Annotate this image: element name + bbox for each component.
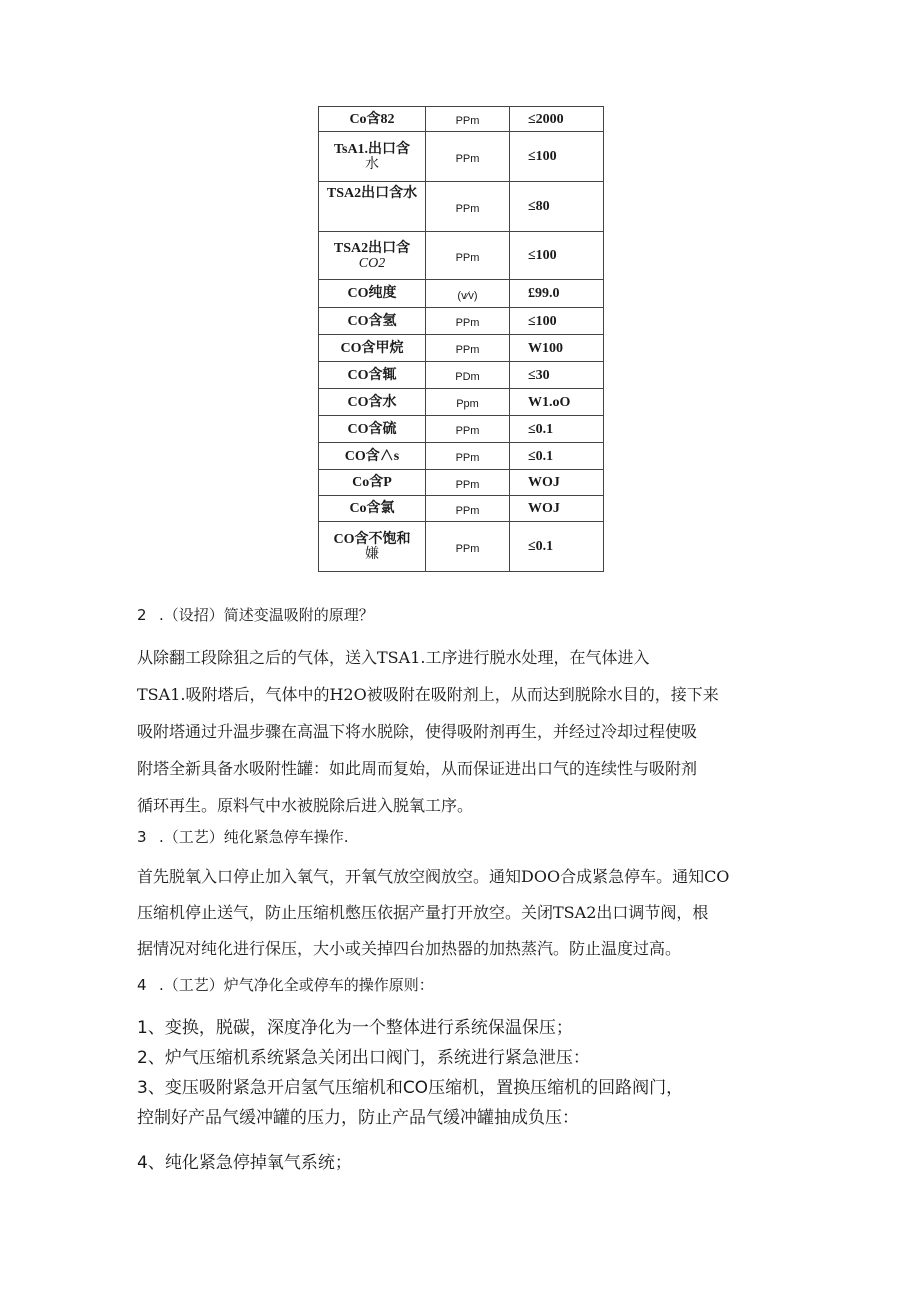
limit-cell: ≤0.1 xyxy=(510,416,604,443)
q2-answer-line: 循环再生。原料气中水被脱除后进入脱氧工序。 xyxy=(137,796,474,815)
q3-answer-line: 据情况对纯化进行保压，大小或关掉四台加热器的加热蒸汽。防止温度过高。 xyxy=(137,939,682,958)
unit-cell: PPm xyxy=(426,107,510,132)
item-cell xyxy=(319,132,426,182)
q3-heading xyxy=(137,825,349,849)
item-line-cont: 嫌 xyxy=(365,546,379,562)
q4-heading xyxy=(137,973,434,997)
limit-cell: ≤100 xyxy=(510,308,604,335)
item-line-cont: CO2 xyxy=(358,255,386,271)
table-row xyxy=(319,416,604,443)
item-cell: CO含水 xyxy=(319,389,426,416)
q3-answer-line: 压缩机停止送气，防止压缩机憋压依据产量打开放空。关闭TSA2出口调节阀，根 xyxy=(137,903,709,922)
q4-list-item xyxy=(137,1073,683,1133)
item-cell: Co含氯 xyxy=(319,496,426,522)
unit-cell: PPm xyxy=(426,182,510,232)
q2-answer-line: 吸附塔通过升温步骤在高温下将水脱除，使得吸附剂再生，并经过冷却过程使吸 xyxy=(137,722,698,741)
unit-cell: PPm xyxy=(426,416,510,443)
item-line: TsA1.出口含 xyxy=(333,141,411,157)
table-row xyxy=(319,470,604,496)
item-cell xyxy=(319,522,426,572)
table-row xyxy=(319,182,604,232)
unit-cell: PPm xyxy=(426,496,510,522)
unit-cell: PPm xyxy=(426,522,510,572)
limit-cell: ≤100 xyxy=(510,132,604,182)
item-cell xyxy=(319,232,426,280)
table-row xyxy=(319,107,604,132)
unit-cell: PPm xyxy=(426,443,510,470)
q2-number: 2 xyxy=(137,606,147,624)
limit-cell: W100 xyxy=(510,335,604,362)
q4-list-item: 1、变换，脱碳，深度净化为一个整体进行系统保温保压； xyxy=(137,1018,573,1038)
q2-title: .（设招）简述变温吸附的原理？ xyxy=(159,606,374,624)
q4-list-item-line: 3、变压吸附紧急开启氢气压缩机和CO压缩机，置换压缩机的回路阀门， xyxy=(137,1078,684,1098)
unit-cell: PPm xyxy=(426,232,510,280)
limit-cell: ≤30 xyxy=(510,362,604,389)
item-cell: CO含氢 xyxy=(319,308,426,335)
item-cell: Co含82 xyxy=(319,107,426,132)
spec-table xyxy=(318,106,604,572)
table-row xyxy=(319,335,604,362)
unit-cell: PPm xyxy=(426,335,510,362)
limit-cell: ≤2000 xyxy=(510,107,604,132)
limit-cell: ≤0.1 xyxy=(510,522,604,572)
item-cell: CO含硫 xyxy=(319,416,426,443)
q4-number: 4 xyxy=(137,976,147,994)
unit-cell: Ppm xyxy=(426,389,510,416)
table-row xyxy=(319,232,604,280)
limit-cell: ≤80 xyxy=(510,182,604,232)
limit-cell: £99.0 xyxy=(510,280,604,308)
q3-title: .（工艺）纯化紧急停车操作. xyxy=(159,828,349,846)
item-cell: CO含甲烷 xyxy=(319,335,426,362)
item-cell: CO含辄 xyxy=(319,362,426,389)
limit-cell: ≤100 xyxy=(510,232,604,280)
table-row xyxy=(319,496,604,522)
q4-list-item: 2、炉气压缩机系统紧急关闭出口阀门，系统进行紧急泄压： xyxy=(137,1048,590,1068)
q2-answer-line: TSA1.吸附塔后，气体中的H2O被吸附在吸附剂上，从而达到脱除水目的，接下来 xyxy=(137,685,719,704)
unit-cell: (v∕v) xyxy=(426,280,510,308)
q2-heading xyxy=(137,603,374,627)
item-line-cont: 水 xyxy=(365,156,379,172)
q4-list-item-line-cont: 控制好产品气缓冲罐的压力，防止产品气缓冲罐抽成负压： xyxy=(137,1108,579,1128)
table-row xyxy=(319,362,604,389)
item-line: TSA2出口含 xyxy=(333,240,411,256)
table-row xyxy=(319,389,604,416)
item-cell: TSA2出口含水 xyxy=(319,182,426,232)
table-row xyxy=(319,132,604,182)
q2-answer-line: 附塔全新具备水吸附性罐：如此周而复始，从而保证进出口气的连续性与吸附剂 xyxy=(137,759,698,778)
q3-number: 3 xyxy=(137,828,147,846)
item-cell: CO纯度 xyxy=(319,280,426,308)
limit-cell: ≤0.1 xyxy=(510,443,604,470)
unit-cell: PPm xyxy=(426,132,510,182)
q4-list-item: 4、纯化紧急停掉氧气系统； xyxy=(137,1153,352,1173)
limit-cell: WOJ xyxy=(510,470,604,496)
item-cell: Co含P xyxy=(319,470,426,496)
table-row xyxy=(319,443,604,470)
q4-title: .（工艺）炉气净化全或停车的操作原则： xyxy=(159,976,434,994)
unit-cell: PDm xyxy=(426,362,510,389)
item-cell: CO含∧s xyxy=(319,443,426,470)
q3-answer-line: 首先脱氧入口停止加入氧气，开氧气放空阀放空。通知DOO合成紧急停车。通知CO xyxy=(137,867,730,886)
table-row xyxy=(319,308,604,335)
table-row xyxy=(319,280,604,308)
q2-answer-line: 从除翻工段除狙之后的气体，送入TSA1.工序进行脱水处理，在气体进入 xyxy=(137,648,650,667)
item-line: CO含不饱和 xyxy=(333,531,411,547)
table-row xyxy=(319,522,604,572)
unit-cell: PPm xyxy=(426,470,510,496)
limit-cell: W1.oO xyxy=(510,389,604,416)
unit-cell: PPm xyxy=(426,308,510,335)
limit-cell: WOJ xyxy=(510,496,604,522)
